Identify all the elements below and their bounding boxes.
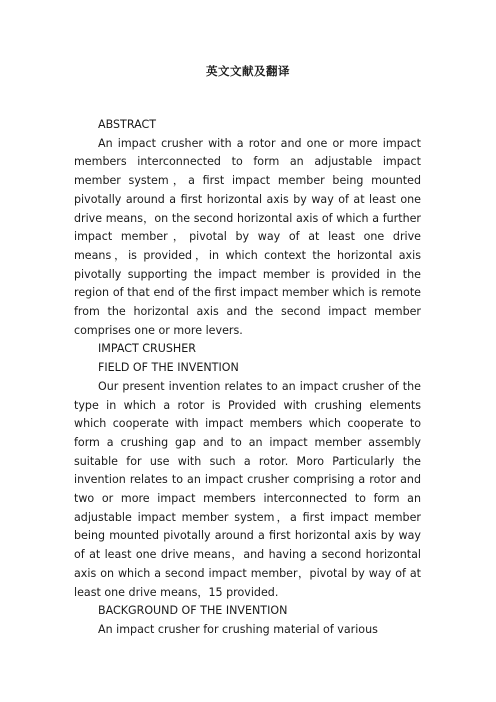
background-heading: BACKGROUND OF THE INVENTION	[98, 604, 288, 618]
invention-title-heading: IMPACT CRUSHER	[98, 342, 196, 356]
abstract-paragraph: An impact crusher with a rotor and one or more impact members interconnected to form an adjustable impact member system，a first impact member being mounted pivotally around a first horizontal axis by way of at least one drive means，on the second horizontal axis of which a further impact member，pivotal by way of at least one drive means，is provided，in which context the horizontal axis pivotally supporting the impact member is provided in the region of that end of the first impact member which is remote from the horizontal axis and the second impact member comprises one or more levers.	[74, 136, 421, 337]
field-paragraph: Our present invention relates to an impact crusher of the type in which a rotor is Provided with crushing elements which cooperate with impact members which cooperate to form a crushing gap and to an impact member assembly suitable for use with such a rotor. Moro Particularly the invention relates to an impact crusher comprising a rotor and two or more impact members interconnected to form an adjustable impact member system，a first impact member being mounted pivotally around a first horizontal axis by way of at least one drive means，and having a second horizontal axis on which a second impact member，pivotal by way of at least one drive means，15 provided.	[74, 379, 421, 599]
document-title: 英文文献及翻译	[206, 64, 290, 78]
background-paragraph: An impact crusher for crushing material of various	[98, 622, 378, 636]
abstract-heading: ABSTRACT	[98, 118, 156, 131]
field-heading: FIELD OF THE INVENTION	[98, 361, 239, 375]
document-body	[74, 116, 421, 640]
